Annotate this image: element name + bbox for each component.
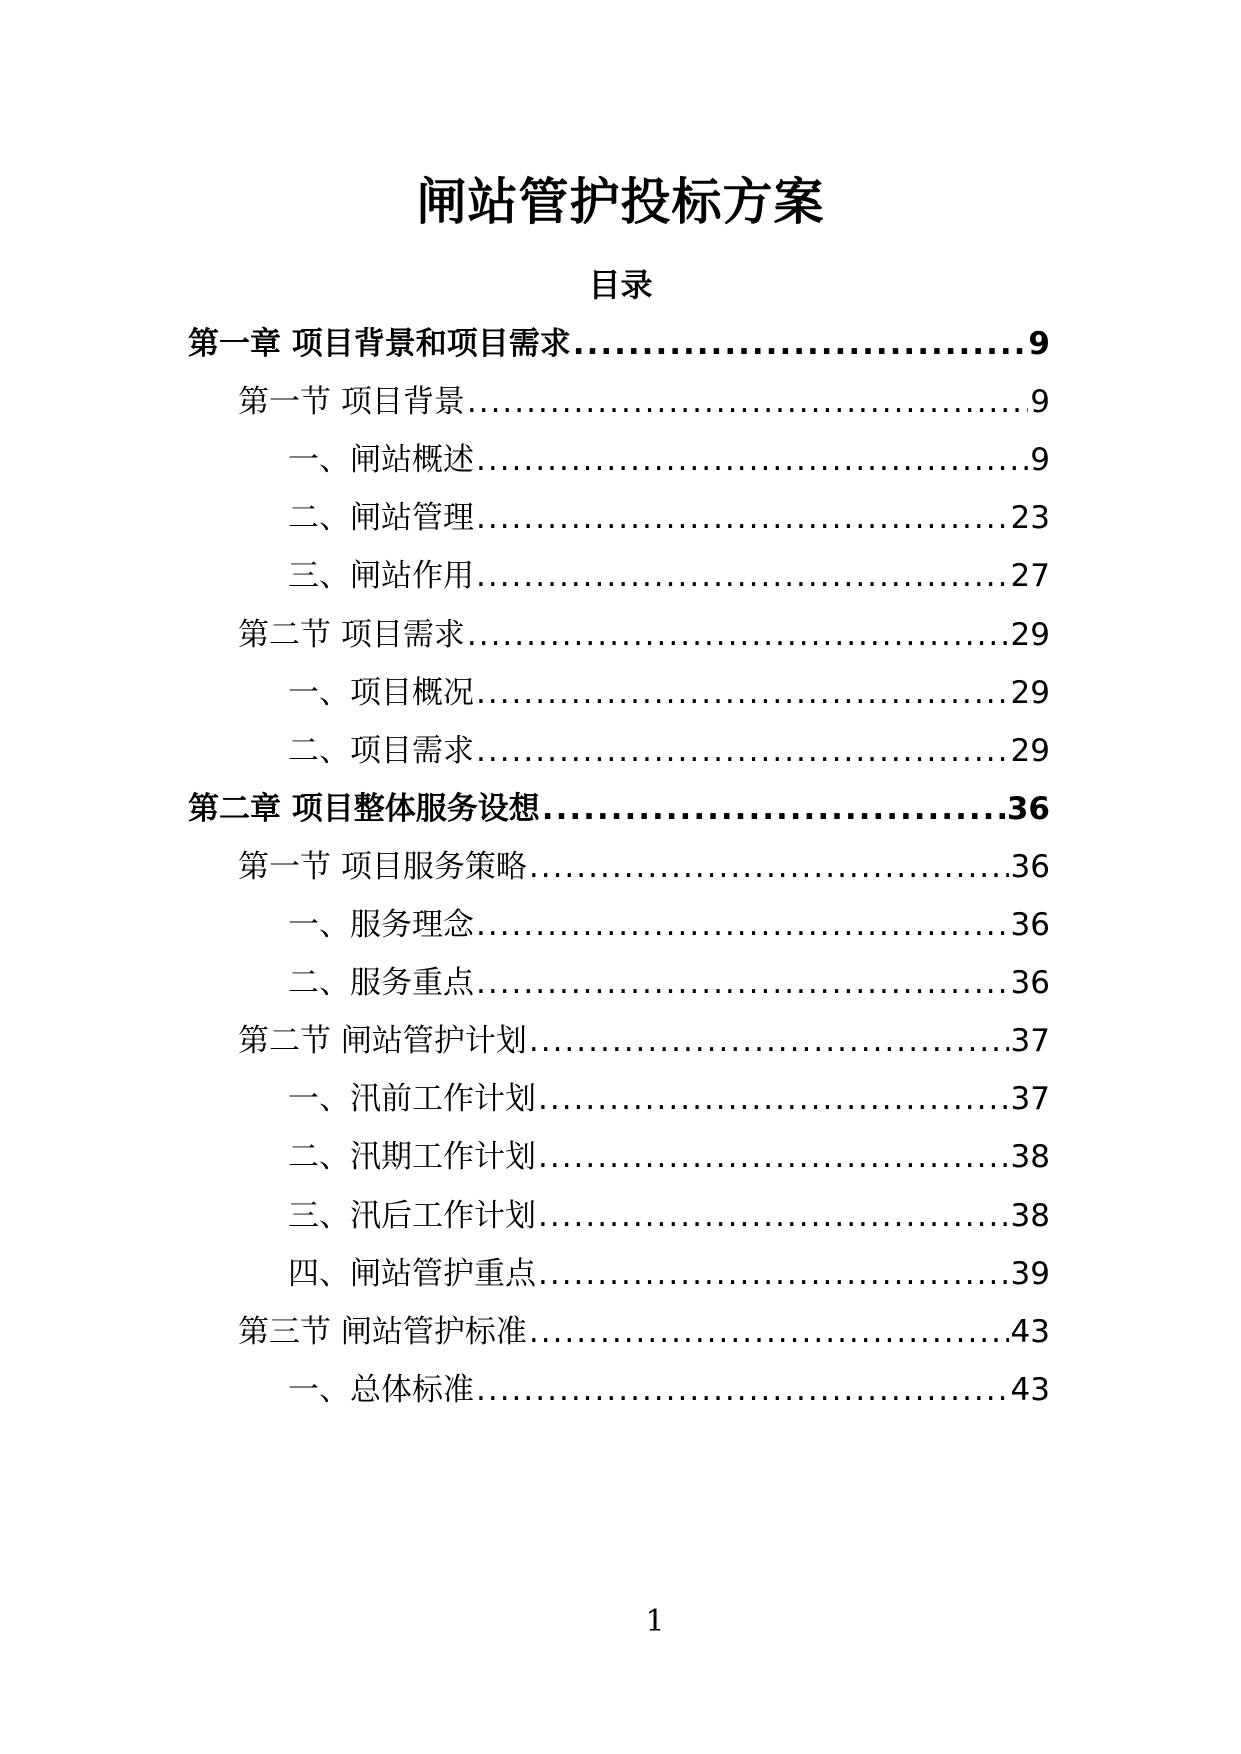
toc-entry-label: 第二节 项目需求: [238, 616, 465, 653]
toc-entry-label: 一、闸站概述: [288, 442, 474, 479]
toc-entry[interactable]: [288, 729, 1050, 773]
toc-dot-leader: [476, 729, 1009, 773]
toc-entry-label: 一、项目概况: [288, 674, 474, 711]
toc-entry[interactable]: [238, 380, 1050, 424]
toc-entry-label: 第二章 项目整体服务设想: [188, 790, 540, 827]
toc-dot-leader: [529, 1310, 1009, 1354]
toc-entry-page: 29: [1010, 732, 1050, 769]
toc-entry[interactable]: [288, 903, 1050, 947]
toc-entry-page: 29: [1010, 674, 1050, 711]
toc-entry-label: 一、总体标准: [288, 1371, 474, 1408]
toc-entry-label: 第一节 项目背景: [238, 384, 465, 421]
toc-entry-page: 9: [1030, 442, 1050, 479]
toc-dot-leader: [538, 1194, 1009, 1238]
toc-dot-leader: [538, 1077, 1009, 1121]
toc-entry-label: 四、闸站管护重点: [288, 1255, 536, 1292]
toc-entry-page: 37: [1010, 1081, 1050, 1118]
toc-entry-label: 第一节 项目服务策略: [238, 848, 527, 885]
toc-heading: 目录: [588, 266, 653, 304]
toc-dot-leader: [476, 496, 1009, 540]
toc-dot-leader: [476, 671, 1009, 715]
toc-entry-label: 二、项目需求: [288, 732, 474, 769]
toc-entry-label: 第二节 闸站管护计划: [238, 1023, 527, 1060]
toc-entry[interactable]: [288, 1252, 1050, 1296]
toc-dot-leader: [476, 961, 1009, 1005]
toc-entry-label: 二、汛期工作计划: [288, 1139, 536, 1176]
toc-entry-label: 二、服务重点: [288, 965, 474, 1002]
toc-dot-leader: [538, 1135, 1009, 1179]
toc-entry[interactable]: [288, 1368, 1050, 1412]
toc-dot-leader: [542, 787, 1005, 831]
toc-dot-leader: [476, 1368, 1009, 1412]
toc-entry-label: 三、闸站作用: [288, 558, 474, 595]
toc-entry-page: 36: [1006, 790, 1050, 827]
toc-entry[interactable]: [238, 1310, 1050, 1354]
toc-entry-page: 38: [1010, 1139, 1050, 1176]
toc-entry-label: 三、汛后工作计划: [288, 1197, 536, 1234]
toc-entry-label: 二、闸站管理: [288, 500, 474, 537]
toc-entry[interactable]: [288, 554, 1050, 598]
toc-dot-leader: [476, 554, 1009, 598]
toc-entry[interactable]: [288, 1077, 1050, 1121]
toc-entry[interactable]: [288, 438, 1050, 482]
toc-entry-page: 36: [1010, 965, 1050, 1002]
toc-entry[interactable]: [238, 845, 1050, 889]
toc-entry-page: 36: [1010, 907, 1050, 943]
page-number: 1: [645, 1604, 665, 1639]
toc-dot-leader: [476, 438, 1028, 482]
toc-dot-leader: [476, 903, 1009, 947]
toc-entry-label: 一、服务理念: [288, 907, 474, 943]
toc-entry[interactable]: [188, 322, 1050, 366]
toc-entry-page: 27: [1010, 558, 1050, 595]
toc-dot-leader: [538, 1252, 1009, 1296]
toc-entry-page: 43: [1010, 1371, 1050, 1408]
toc-entry-page: 29: [1010, 616, 1050, 653]
toc-entry[interactable]: [288, 1135, 1050, 1179]
toc-entry-page: 23: [1010, 500, 1050, 537]
toc-dot-leader: [529, 845, 1009, 889]
toc-entry[interactable]: [288, 961, 1050, 1005]
toc-entry[interactable]: [188, 787, 1050, 831]
toc-dot-leader: [573, 322, 1027, 366]
toc-entry-page: 37: [1010, 1023, 1050, 1060]
toc-entry-page: 36: [1010, 848, 1050, 885]
toc-entry-label: 第三节 闸站管护标准: [238, 1313, 527, 1350]
toc-dot-leader: [529, 1019, 1009, 1063]
toc-entry-label: 第一章 项目背景和项目需求: [188, 326, 571, 362]
toc-entry[interactable]: [238, 1019, 1050, 1063]
toc-entry[interactable]: [288, 1194, 1050, 1238]
toc-entry[interactable]: [288, 496, 1050, 540]
toc-entry-page: 43: [1010, 1313, 1050, 1350]
toc-entry-page: 39: [1010, 1255, 1050, 1292]
toc-dot-leader: [467, 613, 1009, 657]
toc-dot-leader: [467, 380, 1028, 424]
toc-entry-page: 9: [1030, 384, 1050, 421]
toc-entry[interactable]: [238, 613, 1050, 657]
toc-entry[interactable]: [288, 671, 1050, 715]
toc-entry-label: 一、汛前工作计划: [288, 1081, 536, 1118]
toc-entry-page: 9: [1028, 326, 1050, 362]
document-title: 闸站管护投标方案: [416, 173, 825, 231]
toc-entry-page: 38: [1010, 1197, 1050, 1234]
